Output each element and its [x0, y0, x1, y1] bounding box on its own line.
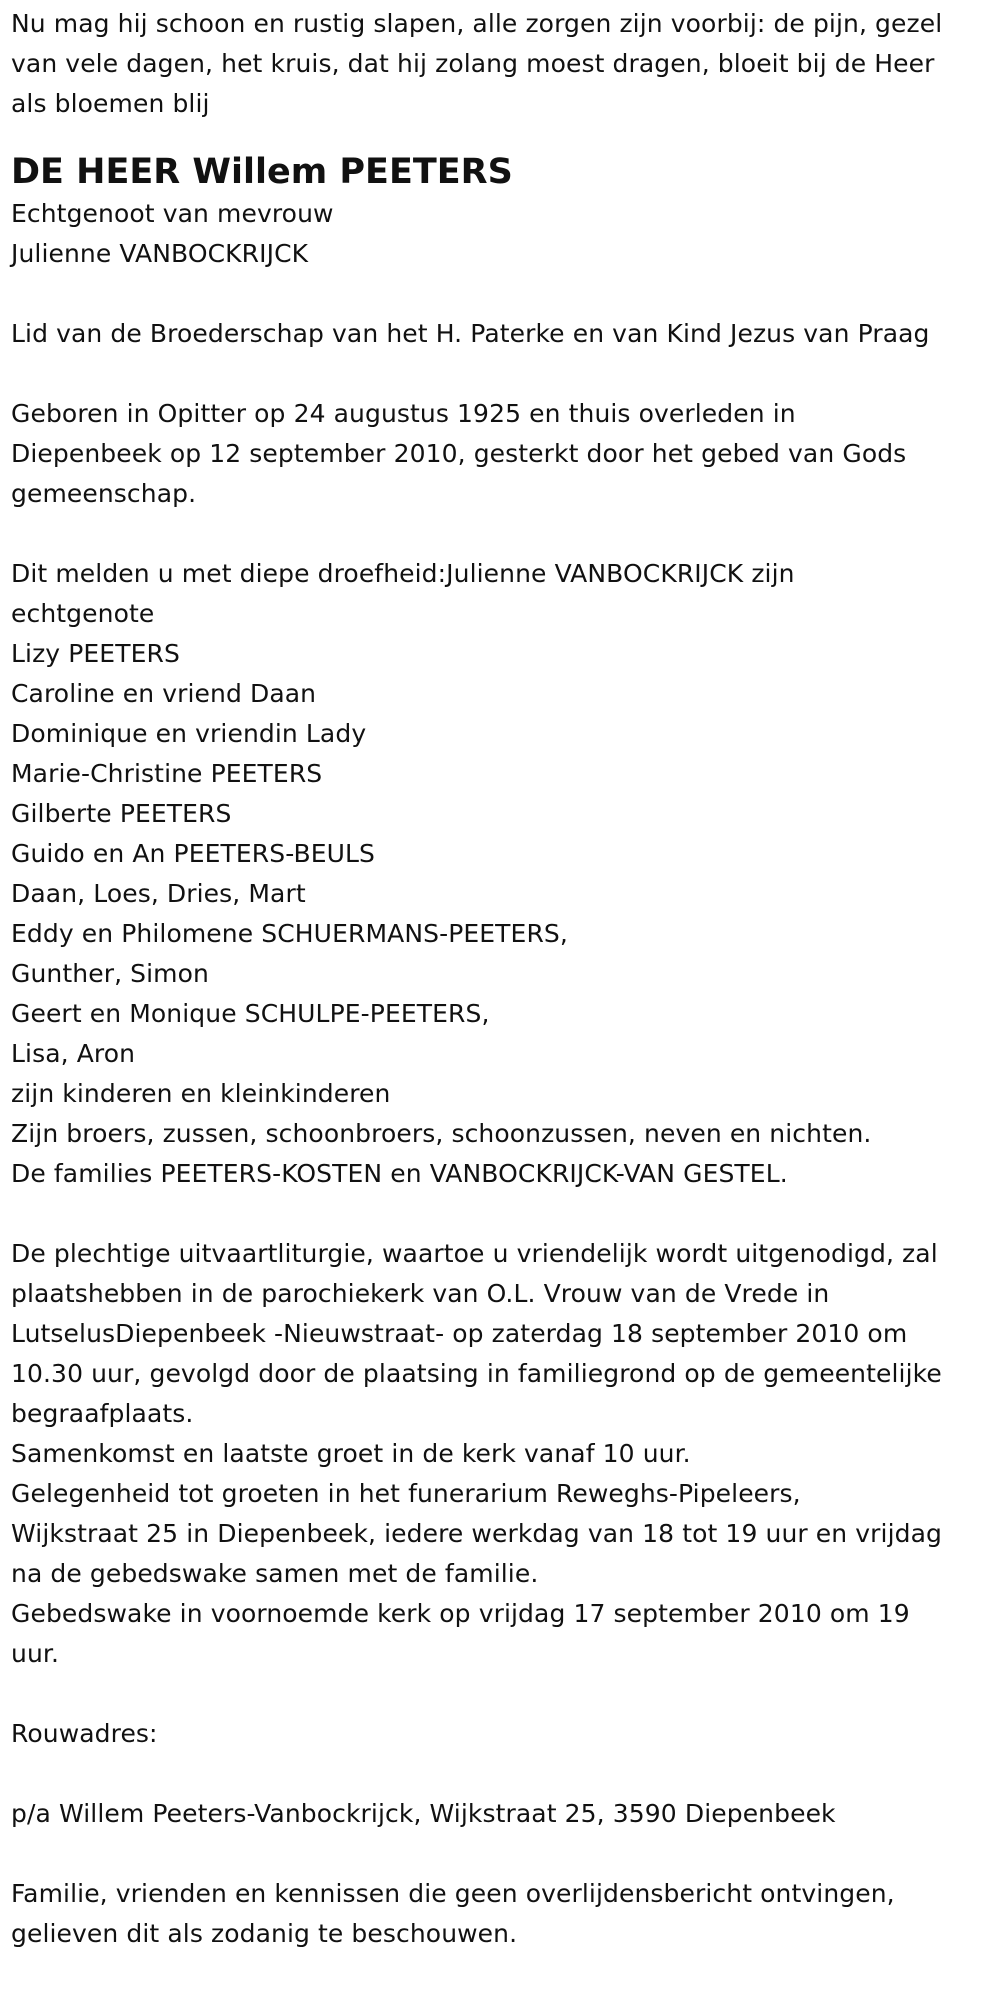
- family-line: Marie-Christine PEETERS: [11, 759, 323, 788]
- membership-text: Lid van de Broederschap van het H. Paterke en van Kind Jezus van Praag: [11, 319, 930, 348]
- spacer: [11, 514, 996, 554]
- intro-line: van vele dagen, het kruis, dat hij zolang moest dragen, bloeit bij de Heer: [11, 49, 935, 78]
- family-line: Geert en Monique SCHULPE-PEETERS,: [11, 999, 490, 1028]
- funeral-line: plaatshebben in de parochiekerk van O.L. Vrouw van de Vrede in: [11, 1279, 830, 1308]
- spacer: [11, 274, 996, 314]
- rouwadres-label: Rouwadres:: [11, 1719, 158, 1748]
- closing-note: [11, 1874, 996, 1954]
- funeral-line: Gelegenheid tot groeten in het funerarium Reweghs-Pipeleers,: [11, 1479, 801, 1508]
- birth-death-line: gemeenschap.: [11, 479, 197, 508]
- spacer: [11, 1754, 996, 1794]
- family-line: Caroline en vriend Daan: [11, 679, 317, 708]
- family-line: Dit melden u met diepe droefheid:Julienne VANBOCKRIJCK zijn: [11, 559, 795, 588]
- funeral-line: LutselusDiepenbeek -Nieuwstraat- op zaterdag 18 september 2010 om: [11, 1319, 908, 1348]
- spouse-info: [11, 194, 996, 274]
- closing-line: gelieven dit als zodanig te beschouwen.: [11, 1919, 518, 1948]
- family-line: Daan, Loes, Dries, Mart: [11, 879, 306, 908]
- family-line: Gilberte PEETERS: [11, 799, 232, 828]
- family-line: Guido en An PEETERS-BEULS: [11, 839, 375, 868]
- deceased-name: DE HEER Willem PEETERS: [11, 152, 513, 192]
- spouse-line: Julienne VANBOCKRIJCK: [11, 239, 309, 268]
- spacer: [11, 1834, 996, 1874]
- funeral-info: [11, 1234, 996, 1674]
- spouse-line: Echtgenoot van mevrouw: [11, 199, 334, 228]
- family-list: [11, 554, 996, 1194]
- funeral-line: uur.: [11, 1639, 60, 1668]
- funeral-line: Samenkomst en laatste groet in de kerk vanaf 10 uur.: [11, 1439, 691, 1468]
- spacer: [11, 1194, 996, 1234]
- funeral-line: begraafplaats.: [11, 1399, 194, 1428]
- family-line: Gunther, Simon: [11, 959, 209, 988]
- funeral-line: De plechtige uitvaartliturgie, waartoe u vriendelijk wordt uitgenodigd, zal: [11, 1239, 938, 1268]
- family-line: Eddy en Philomene SCHUERMANS-PEETERS,: [11, 919, 568, 948]
- family-line: Lisa, Aron: [11, 1039, 136, 1068]
- spacer: [11, 354, 996, 394]
- intro-line: als bloemen blij: [11, 89, 210, 118]
- family-line: Dominique en vriendin Lady: [11, 719, 367, 748]
- funeral-line: 10.30 uur, gevolgd door de plaatsing in familiegrond op de gemeentelijke: [11, 1359, 942, 1388]
- funeral-line: Wijkstraat 25 in Diepenbeek, iedere werkdag van 18 tot 19 uur en vrijdag: [11, 1519, 943, 1548]
- family-line: echtgenote: [11, 599, 155, 628]
- intro-line: Nu mag hij schoon en rustig slapen, alle zorgen zijn voorbij: de pijn, gezel: [11, 9, 943, 38]
- obituary-document: [11, 4, 996, 1954]
- birth-death-info: [11, 394, 996, 514]
- family-line: Zijn broers, zussen, schoonbroers, schoonzussen, neven en nichten.: [11, 1119, 872, 1148]
- closing-line: Familie, vrienden en kennissen die geen overlijdensbericht ontvingen,: [11, 1879, 895, 1908]
- intro-poem: [11, 4, 996, 124]
- family-line: Lizy PEETERS: [11, 639, 180, 668]
- family-line: zijn kinderen en kleinkinderen: [11, 1079, 391, 1108]
- funeral-line: Gebedswake in voornoemde kerk op vrijdag 17 september 2010 om 19: [11, 1599, 910, 1628]
- funeral-line: na de gebedswake samen met de familie.: [11, 1559, 539, 1588]
- birth-death-line: Diepenbeek op 12 september 2010, gesterkt door het gebed van Gods: [11, 439, 907, 468]
- birth-death-line: Geboren in Opitter op 24 augustus 1925 en thuis overleden in: [11, 399, 796, 428]
- spacer: [11, 1674, 996, 1714]
- rouwadres-address: p/a Willem Peeters-Vanbockrijck, Wijkstraat 25, 3590 Diepenbeek: [11, 1799, 836, 1828]
- family-line: De families PEETERS-KOSTEN en VANBOCKRIJCK-VAN GESTEL.: [11, 1159, 788, 1188]
